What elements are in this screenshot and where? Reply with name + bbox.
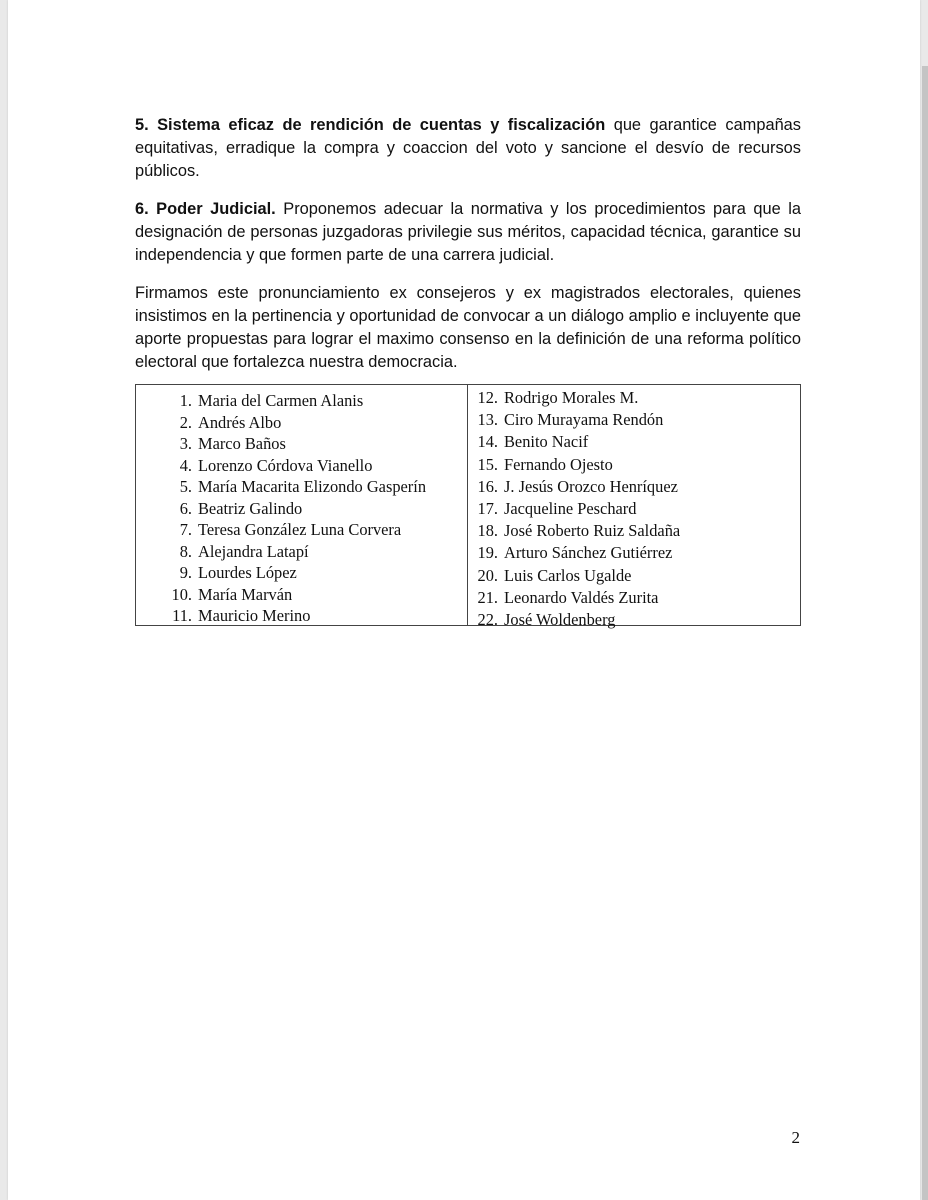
signatory-name: Rodrigo Morales M.	[504, 388, 639, 407]
signatory-item	[136, 605, 467, 627]
signatory-name: Andrés Albo	[198, 412, 282, 432]
signatory-item	[136, 498, 467, 520]
signatory-item	[136, 455, 467, 477]
paragraph-heading: 5. Sistema eficaz de rendición de cuentas y fiscalización	[135, 116, 606, 134]
signatory-number: 16.	[477, 476, 498, 496]
paragraph-body: que garantice campañas equitativas, erradique la compra y coaccion del voto y sancione el desvío de recursos públicos.	[135, 116, 801, 180]
signatory-number: 13.	[477, 410, 498, 430]
signatories-list	[468, 387, 800, 631]
signatory-item	[136, 562, 467, 584]
signatory-number: 12.	[477, 388, 498, 407]
signatory-name: Arturo Sánchez Gutiérrez	[504, 543, 673, 563]
signatory-item	[468, 498, 800, 520]
signatory-item	[468, 520, 800, 542]
signatory-name: Maria del Carmen Alanis	[198, 391, 364, 410]
signatory-number: 6.	[179, 498, 192, 518]
document-page	[8, 0, 920, 1200]
signatory-number: 19.	[477, 543, 498, 563]
signatory-item	[468, 409, 800, 431]
signatory-name: Teresa González Luna Corvera	[198, 520, 402, 539]
signatory-number: 7.	[179, 520, 192, 539]
signatory-item	[468, 542, 800, 564]
signatories-column-left	[136, 385, 468, 625]
signatory-number: 4.	[179, 455, 192, 475]
paragraph-closing: Firmamos este pronunciamiento ex consejeros y ex magistrados electorales, quienes insistimos en la pertinencia y oportunidad de convocar a un diálogo amplio e incluyente que aporte propuestas para lograr el maximo consenso en la definición de una reforma político electoral que fortalezca nuestra democracia.	[135, 284, 801, 371]
signatory-name: Luis Carlos Ugalde	[504, 565, 632, 585]
signatory-name: José Roberto Ruiz Saldaña	[504, 521, 681, 541]
signatory-item	[136, 412, 467, 434]
signatories-table	[135, 384, 801, 629]
signatory-item	[468, 587, 800, 609]
signatory-name: Lorenzo Córdova Vianello	[198, 455, 373, 475]
signatory-name: Mauricio Merino	[198, 606, 311, 625]
signatory-number: 15.	[477, 454, 498, 474]
signatory-item	[136, 584, 467, 606]
signatory-number: 14.	[477, 432, 498, 452]
signatory-name: Beatriz Galindo	[198, 498, 303, 518]
signatory-name: María Marván	[198, 584, 293, 604]
signatory-item	[468, 565, 800, 587]
signatory-name: Jacqueline Peschard	[504, 498, 637, 518]
signatory-number: 11.	[172, 606, 192, 625]
page-number: 2	[791, 1128, 800, 1147]
signatory-item	[136, 476, 467, 498]
signatory-name: Alejandra Latapí	[198, 541, 309, 561]
signatory-name: J. Jesús Orozco Henríquez	[504, 476, 678, 496]
signatory-number: 20.	[477, 565, 498, 585]
signatory-item	[136, 541, 467, 563]
paragraph-judicial-power	[135, 198, 801, 267]
signatory-name: Marco Baños	[198, 434, 286, 453]
signatory-item	[136, 390, 467, 412]
signatory-number: 5.	[179, 477, 192, 496]
signatories-list	[136, 390, 467, 627]
signatory-item	[468, 476, 800, 498]
scrollbar-thumb[interactable]	[922, 66, 928, 1200]
signatories-column-right	[468, 385, 800, 629]
signatory-number: 3.	[179, 434, 192, 453]
signatory-name: Benito Nacif	[504, 432, 589, 452]
paragraph-heading: 6. Poder Judicial.	[135, 200, 276, 218]
signatory-name: Ciro Murayama Rendón	[504, 410, 664, 430]
signatory-number: 10.	[171, 584, 192, 604]
signatory-item	[468, 431, 800, 453]
signatory-item	[468, 387, 800, 409]
signatory-name: María Macarita Elizondo Gasperín	[198, 477, 427, 496]
signatory-number: 17.	[477, 498, 498, 518]
signatory-item	[468, 609, 800, 631]
signatory-number: 22.	[477, 609, 498, 629]
signatory-item	[136, 519, 467, 541]
signatory-number: 21.	[477, 587, 498, 607]
paragraph-accountability	[135, 114, 801, 183]
signatory-number: 1.	[179, 391, 192, 410]
signatory-name: Fernando Ojesto	[504, 454, 613, 474]
paragraph-body: Proponemos adecuar la normativa y los procedimientos para que la designación de personas juzgadoras privilegie sus méritos, capacidad técnica, garantice su independencia y que formen parte de una carrera judicial.	[135, 200, 801, 264]
signatory-item	[468, 454, 800, 476]
signatory-number: 9.	[179, 563, 192, 582]
signatory-number: 8.	[179, 541, 192, 561]
signatory-name: José Woldenberg	[504, 609, 616, 629]
signatory-item	[136, 433, 467, 455]
signatory-number: 2.	[179, 412, 192, 432]
signatory-number: 18.	[477, 521, 498, 541]
signatory-name: Lourdes López	[198, 563, 297, 582]
signatory-name: Leonardo Valdés Zurita	[504, 587, 659, 607]
